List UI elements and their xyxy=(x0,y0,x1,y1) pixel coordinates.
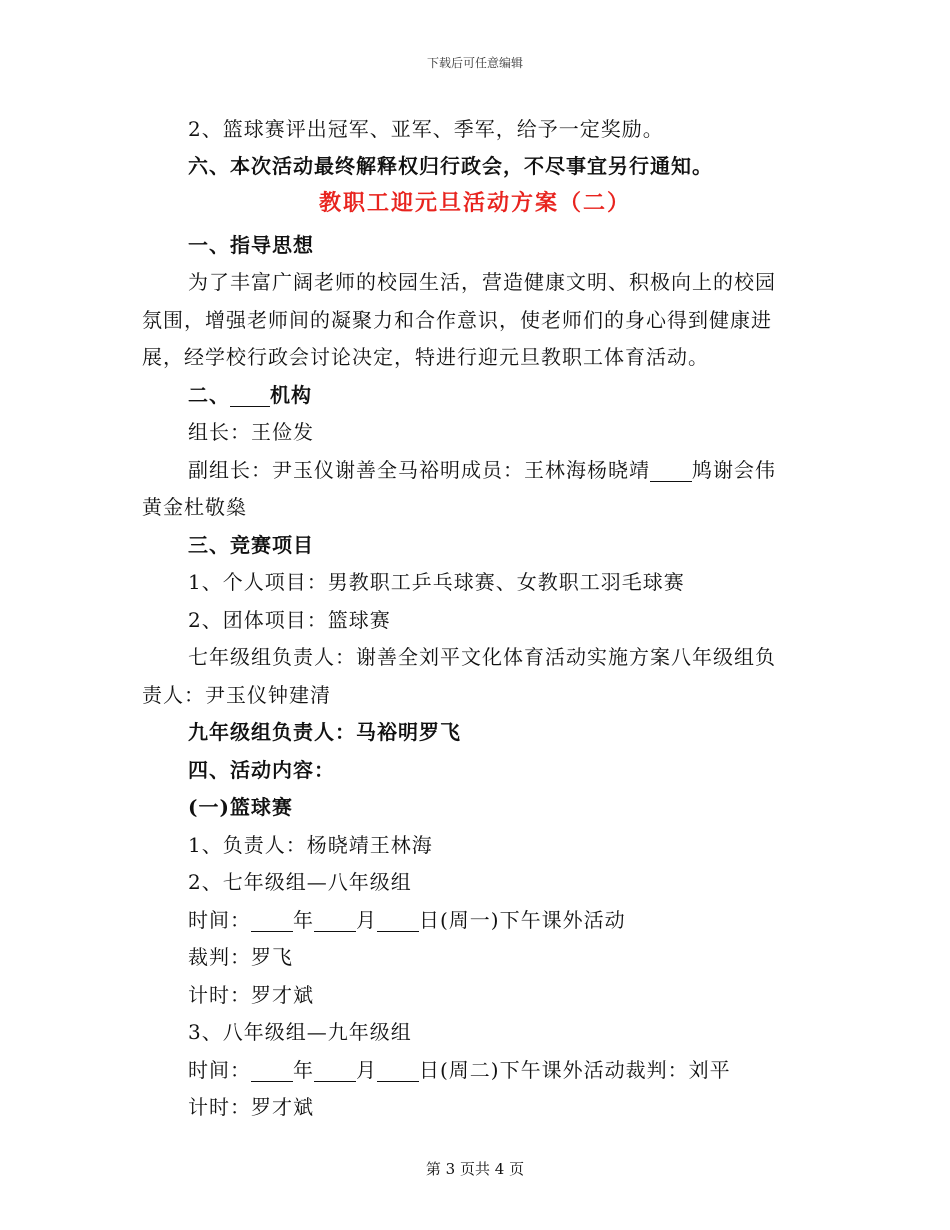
section-two-heading xyxy=(188,383,312,407)
item-team: 2、团体项目：篮球赛 xyxy=(188,608,391,632)
match-one-line: 2、七年级组—八年级组 xyxy=(188,870,412,894)
blank-underline xyxy=(314,1061,356,1082)
vice-leader-line xyxy=(188,458,776,482)
blank-underline xyxy=(251,911,293,932)
match-two-time: 时间： 年 月 日(周二)下午课外活动裁判：刘平 xyxy=(188,1058,731,1082)
section-six: 六、本次活动最终解释权归行政会，不尽事宜另行通知。 xyxy=(188,154,713,178)
match-two-line: 3、八年级组—九年级组 xyxy=(188,1020,412,1044)
blank-underline xyxy=(251,1061,293,1082)
blank-underline xyxy=(650,461,692,482)
section-two-suffix: 机构 xyxy=(270,383,312,407)
vice-leader-text: 副组长：尹玉仪谢善全马裕明成员：王林海杨晓靖 xyxy=(188,458,650,482)
blank-underline xyxy=(377,1061,419,1082)
paragraph-line: 展，经学校行政会讨论决定，特进行迎元旦教职工体育活动。 xyxy=(142,345,709,369)
members-line: 黄金杜敬燊 xyxy=(142,495,247,519)
section-two-prefix: 二、 xyxy=(188,383,230,407)
blank-underline xyxy=(314,911,356,932)
award-line: 2、篮球赛评出冠军、亚军、季军，给予一定奖励。 xyxy=(188,117,664,141)
referee-line: 裁判：罗飞 xyxy=(188,945,293,969)
paragraph-line: 氛围，增强老师间的凝聚力和合作意识，使老师们的身心得到健康进 xyxy=(142,308,772,332)
blank-underline xyxy=(377,911,419,932)
page-header: 下载后可任意编辑 xyxy=(426,56,523,70)
item-individual: 1、个人项目：男教职工乒乓球赛、女教职工羽毛球赛 xyxy=(188,570,685,594)
vice-leader-text-2: 鸠谢会伟 xyxy=(692,458,776,482)
page-footer: 第 3 页共 4 页 xyxy=(425,1160,525,1178)
timer-line: 计时：罗才斌 xyxy=(188,1095,314,1119)
match-one-time: 时间： 年 月 日(周一)下午课外活动 xyxy=(188,908,626,932)
timer-line: 计时：罗才斌 xyxy=(188,983,314,1007)
responsible-line: 1、负责人：杨晓靖王林海 xyxy=(188,833,433,857)
leader-line: 组长：王俭发 xyxy=(188,420,314,444)
section-four-heading: 四、活动内容： xyxy=(188,758,335,782)
grade-nine-line: 九年级组负责人：马裕明罗飞 xyxy=(188,720,461,744)
grade-eight-line: 责人：尹玉仪钟建清 xyxy=(142,683,331,707)
subsection-basketball: (一)篮球赛 xyxy=(188,795,293,819)
grade-seven-line: 七年级组负责人：谢善全刘平文化体育活动实施方案八年级组负 xyxy=(188,645,776,669)
blank-underline xyxy=(230,386,270,407)
section-one-heading: 一、指导思想 xyxy=(188,233,314,257)
section-three-heading: 三、竞赛项目 xyxy=(188,533,314,557)
document-title: 教职工迎元旦活动方案（二） xyxy=(318,190,631,216)
paragraph-line: 为了丰富广阔老师的校园生活，营造健康文明、积极向上的校园 xyxy=(188,270,776,294)
